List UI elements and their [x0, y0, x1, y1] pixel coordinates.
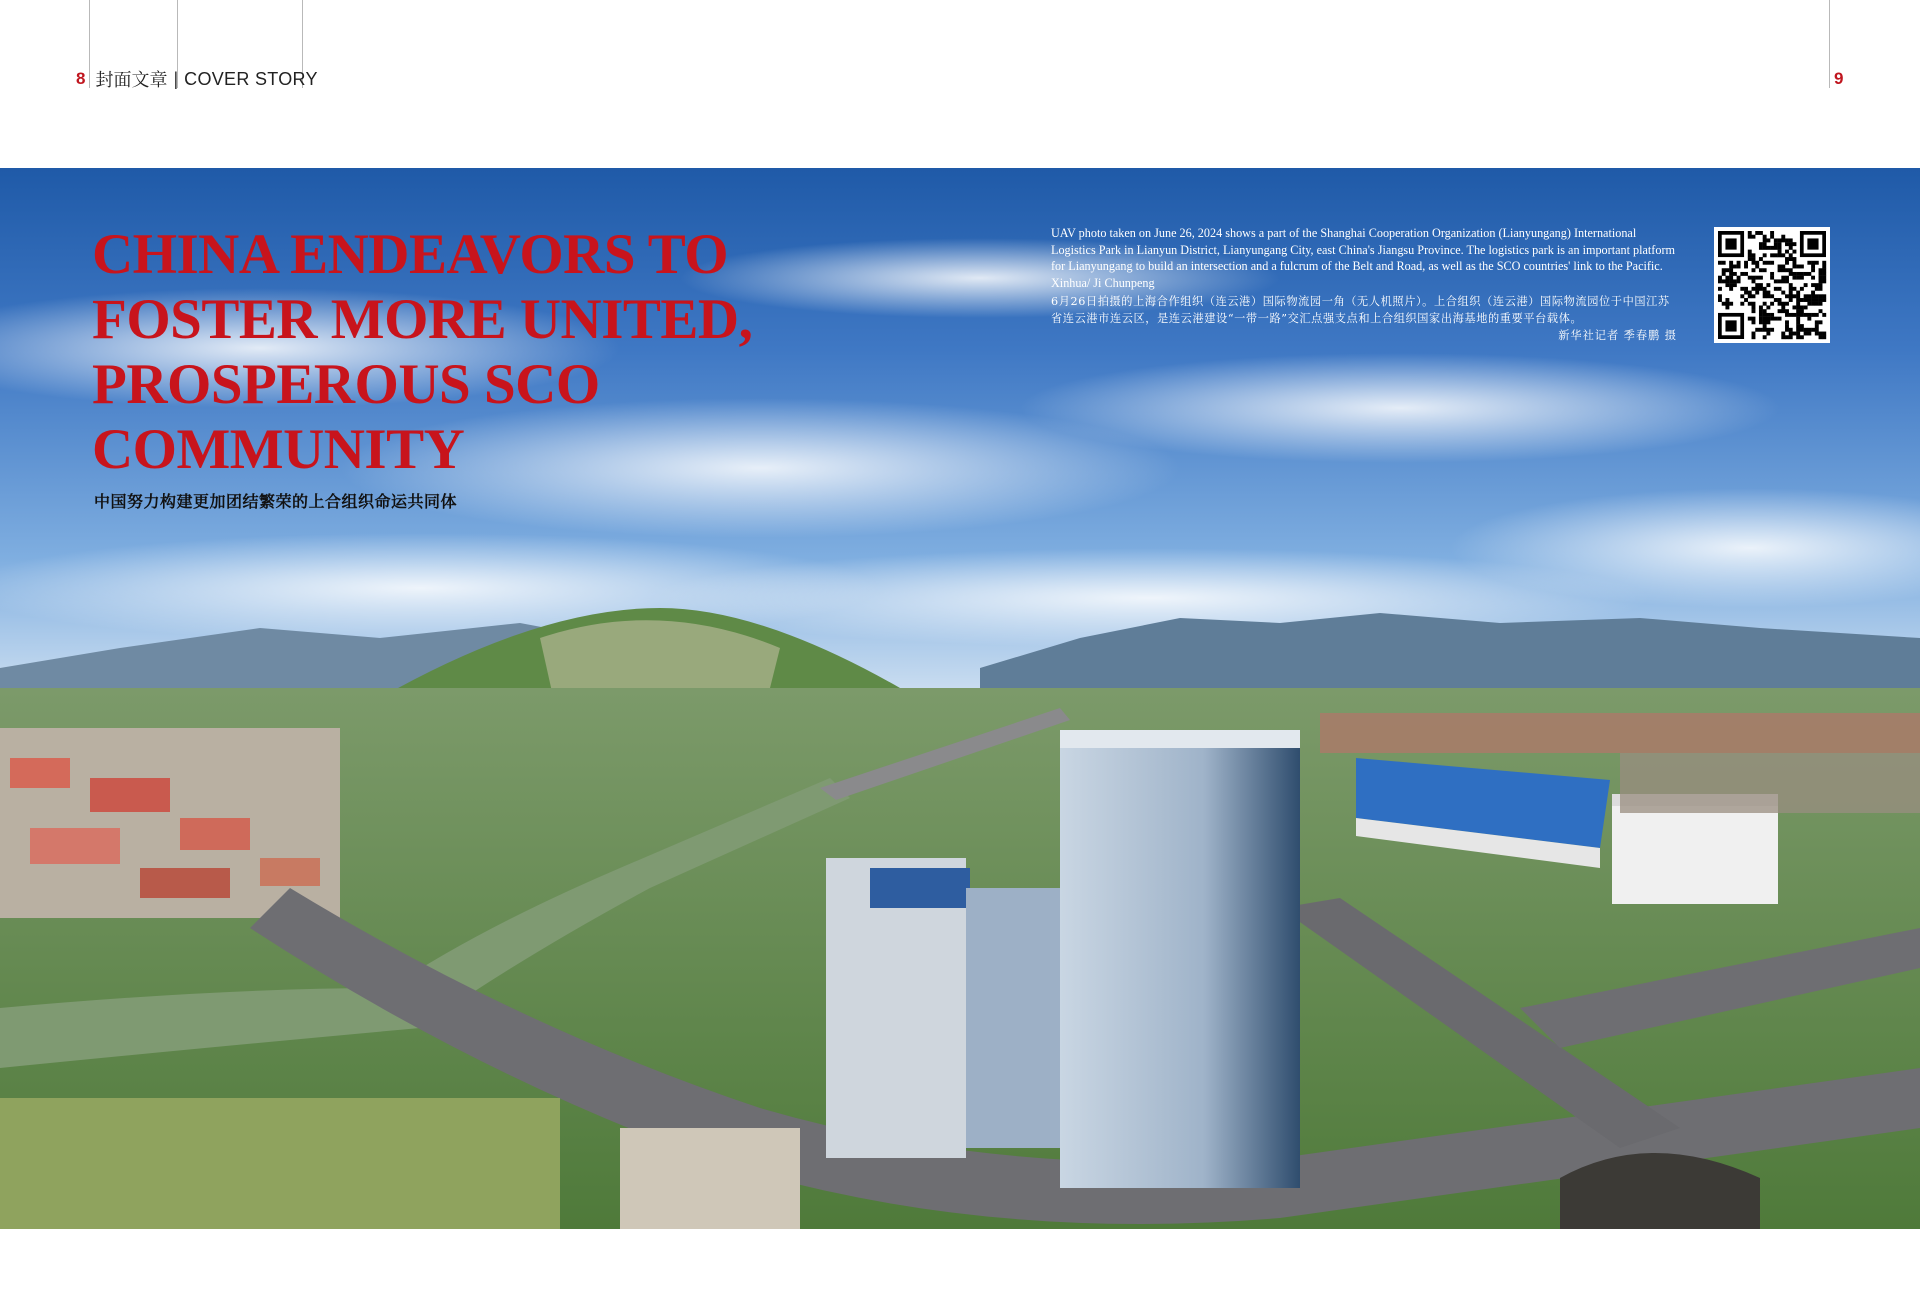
page-number-right: 9	[1834, 69, 1844, 88]
section-name-en: COVER STORY	[184, 68, 318, 89]
section-name-cn: 封面文章	[95, 70, 168, 91]
page-number-left: 8	[76, 69, 86, 88]
article-title: CHINA ENDEAVORS TO FOSTER MORE UNITED, PROSPEROUS SCO COMMUNITY	[92, 223, 753, 481]
qr-code-icon[interactable]	[1714, 227, 1830, 343]
photo-caption-cn: 6月26日拍摄的上海合作组织（连云港）国际物流园一角（无人机照片）。上合组织（连云港）国际物流园位于中国江苏省连云港市连云区，是连云港建设“一带一路”交汇点强支点和上合组织国家出海基地的重要平台载体。	[1051, 295, 1670, 325]
running-header-left	[76, 66, 318, 92]
running-header-right	[1834, 66, 1843, 92]
photo-credit-cn: 新华社记者 季春鹏 摄	[1558, 329, 1677, 342]
header-divider-line	[1829, 0, 1830, 88]
article-subtitle-cn: 中国努力构建更加团结繁荣的上合组织命运共同体	[94, 492, 458, 511]
section-separator: |	[173, 68, 179, 89]
photo-caption-en: UAV photo taken on June 26, 2024 shows a part of the Shanghai Cooperation Organization (Lianyungang) International Logistics Park in Lianyun District, Lianyungang City, east China's Jiangsu Province. The logistics park is an important platform for Lianyungang to build an intersection and a fulcrum of the Belt and Road, as well as the SCO countries' link to the Pacific. Xinhua/ Ji Chunpeng	[1051, 226, 1676, 290]
